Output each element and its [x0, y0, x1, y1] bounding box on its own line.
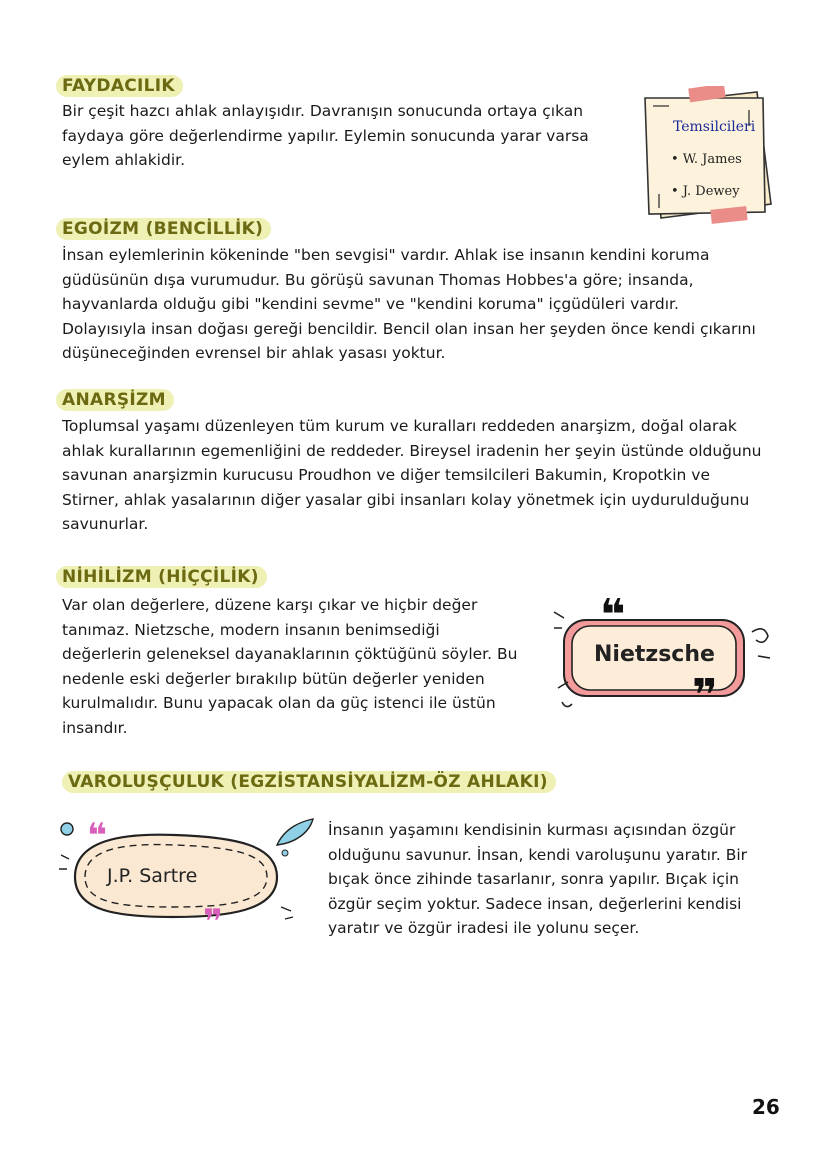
- heading-egoizm: EGOİZM (BENCİLLİK): [56, 219, 271, 239]
- nietzsche-bubble: [552, 598, 782, 718]
- card-title: Temsilcileri: [673, 119, 756, 135]
- sartre-bubble: [55, 815, 315, 935]
- card-item-dewey: • J. Dewey: [671, 184, 740, 199]
- heading-anarsizm: ANARŞİZM: [56, 390, 174, 410]
- card-item-james: • W. James: [671, 152, 742, 167]
- sartre-label: J.P. Sartre: [107, 865, 198, 887]
- svg-text:❞: ❞: [692, 670, 718, 718]
- svg-text:❝: ❝: [87, 816, 107, 856]
- page-number: 26: [752, 1095, 780, 1119]
- heading-nihilizm: NİHİLİZM (HİÇÇİLİK): [56, 567, 267, 587]
- paragraph-egoizm: İnsan eylemlerinin kökeninde "ben sevgisi" vardır. Ahlak ise insanın kendini koruma güdüsünün dışa vurumudur. Bu görüşü savunan Thomas Hobbes'a göre; insanda, hayvanlarda olduğu gibi "kendini sevme" ve "kendini koruma" içgüdüleri vardır. Dolayısıyla insan doğası gereği bencildir. Bencil olan insan her şeyden önce kendi çıkarını düşüneceğinden evrensel bir ahlak yasası yoktur.: [62, 246, 756, 362]
- paragraph-nihilizm: Var olan değerlere, düzene karşı çıkar ve hiçbir değer tanımaz. Nietzsche, modern insanın benimsediği değerlerin geleneksel dayanaklarının çöktüğünü söyler. Bu nedenle eski değerler bırakılıp bütün değerler yeniden kurulmalıdır. Bunu yapacak olan da güç istenci ile üstün insandır.: [62, 596, 518, 737]
- svg-text:❝: ❝: [600, 598, 626, 641]
- representatives-card: [643, 92, 775, 224]
- paragraph-faydacilik: Bir çeşit hazcı ahlak anlayışıdır. Davranışın sonucunda ortaya çıkan faydaya göre değerlendirme yapılır. Eylemin sonucunda yarar varsa eylem ahlakidir.: [62, 102, 589, 169]
- heading-varolusculuk: VAROLUŞÇULUK (EGZİSTANSİYALİZM-ÖZ AHLAKI): [62, 772, 556, 792]
- paragraph-varolusculuk: İnsanın yaşamını kendisinin kurması açısından özgür olduğunu savunur. İnsan, kendi varoluşunu yaratır. Bir bıçak önce zihinde tasarlanır, sonra yapılır. Bıçak için özgür seçim yoktur. Sadece insan, değerlerini kendisi yaratır ve özgür iradesi ile yolunu seçer.: [328, 821, 748, 937]
- svg-text:❞: ❞: [203, 902, 223, 935]
- nietzsche-label: Nietzsche: [594, 642, 715, 667]
- heading-faydacilik: FAYDACILIK: [56, 76, 183, 96]
- paragraph-anarsizm: Toplumsal yaşamı düzenleyen tüm kurum ve kuralları reddeden anarşizm, doğal olarak ahlak kurallarının egemenliğini de reddeder. Bireysel iradenin her şeyin üstünde olduğunu savunan anarşizmin kurucusu Proudhon ve diğer temsilcileri Bakumin, Kropotkin ve Stirner, ahlak yasalarının diğer yasalar gibi insanları kolay yönetmek için uydurulduğunu savunurlar.: [62, 417, 762, 533]
